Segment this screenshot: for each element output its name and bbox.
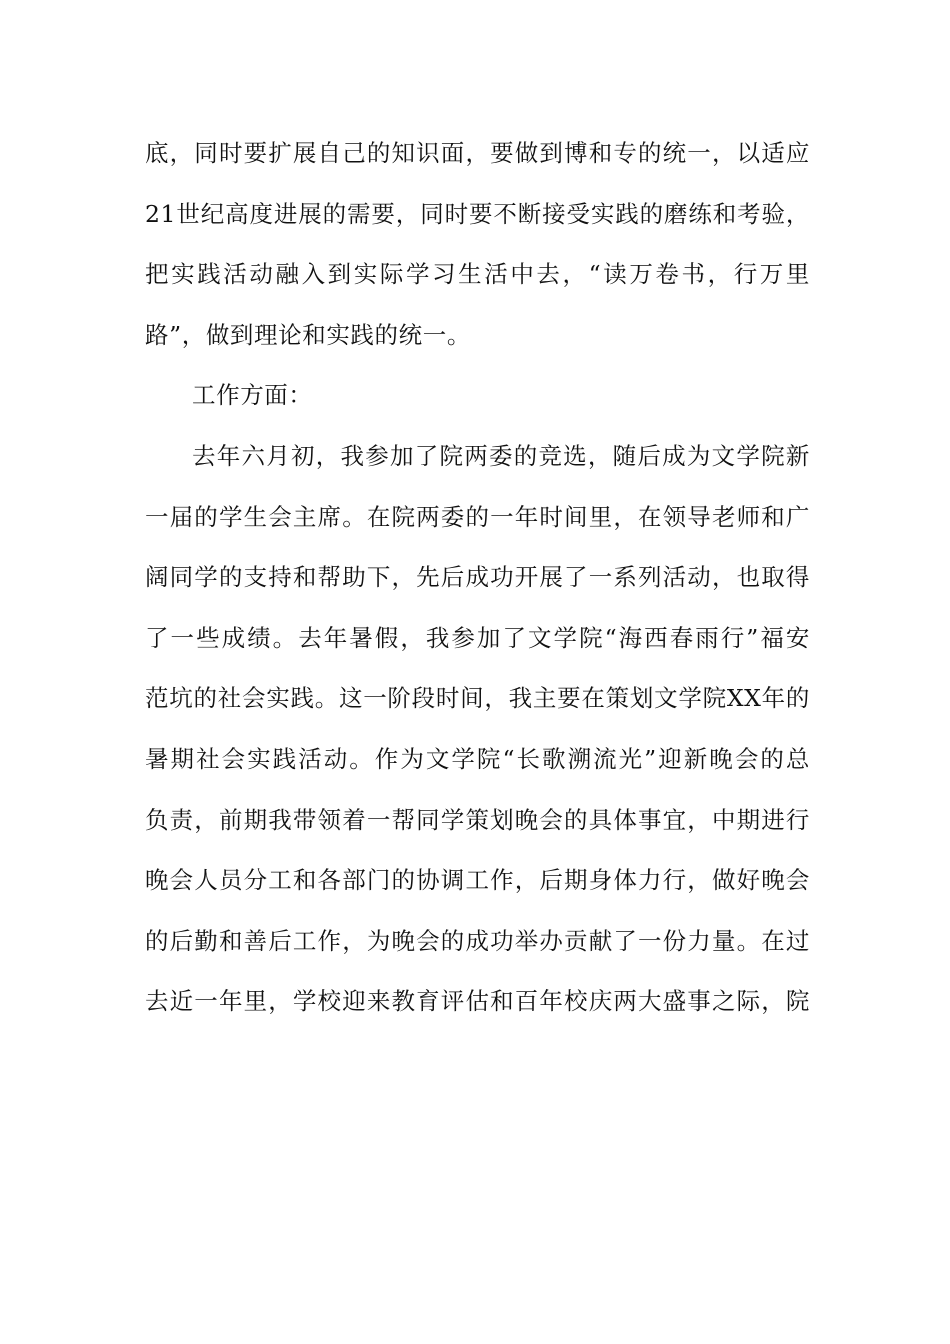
text-line: 底，同时要扩展自己的知识面，要做到博和专的统一，以适应 xyxy=(145,139,810,167)
text-line: 暑期社会实践活动。作为文学院“长歌溯流光”迎新晚会的总 xyxy=(145,744,810,773)
text-line: 阔同学的支持和帮助下，先后成功开展了一系列活动，也取得 xyxy=(145,563,810,592)
text-line: 把实践活动融入到实际学习生活中去，“读万卷书，行万里 xyxy=(145,260,810,289)
document-body xyxy=(145,123,810,1032)
text-line: 晚会人员分工和各部门的协调工作，后期身体力行，做好晚会 xyxy=(145,866,810,895)
text-line: 路”，做到理论和实践的统一。 xyxy=(145,320,471,349)
section-heading: 工作方面： xyxy=(192,381,313,410)
text-line: 的后勤和善后工作，为晚会的成功举办贡献了一份力量。在过 xyxy=(145,926,810,955)
text-line: 去近一年里，学校迎来教育评估和百年校庆两大盛事之际，院 xyxy=(145,987,810,1016)
text-line: 去年六月初，我参加了院两委的竞选，随后成为文学院新 xyxy=(192,441,810,470)
text-line: 21世纪高度进展的需要，同时要不断接受实践的磨练和考验， xyxy=(145,199,810,228)
text-line: 范坑的社会实践。这一阶段时间，我主要在策划文学院XX年的 xyxy=(145,684,810,713)
text-line: 一届的学生会主席。在院两委的一年时间里，在领导老师和广 xyxy=(145,502,810,531)
text-line: 了一些成绩。去年暑假，我参加了文学院“海西春雨行”福安 xyxy=(145,623,810,652)
text-line: 负责，前期我带领着一帮同学策划晚会的具体事宜，中期进行 xyxy=(145,805,810,834)
